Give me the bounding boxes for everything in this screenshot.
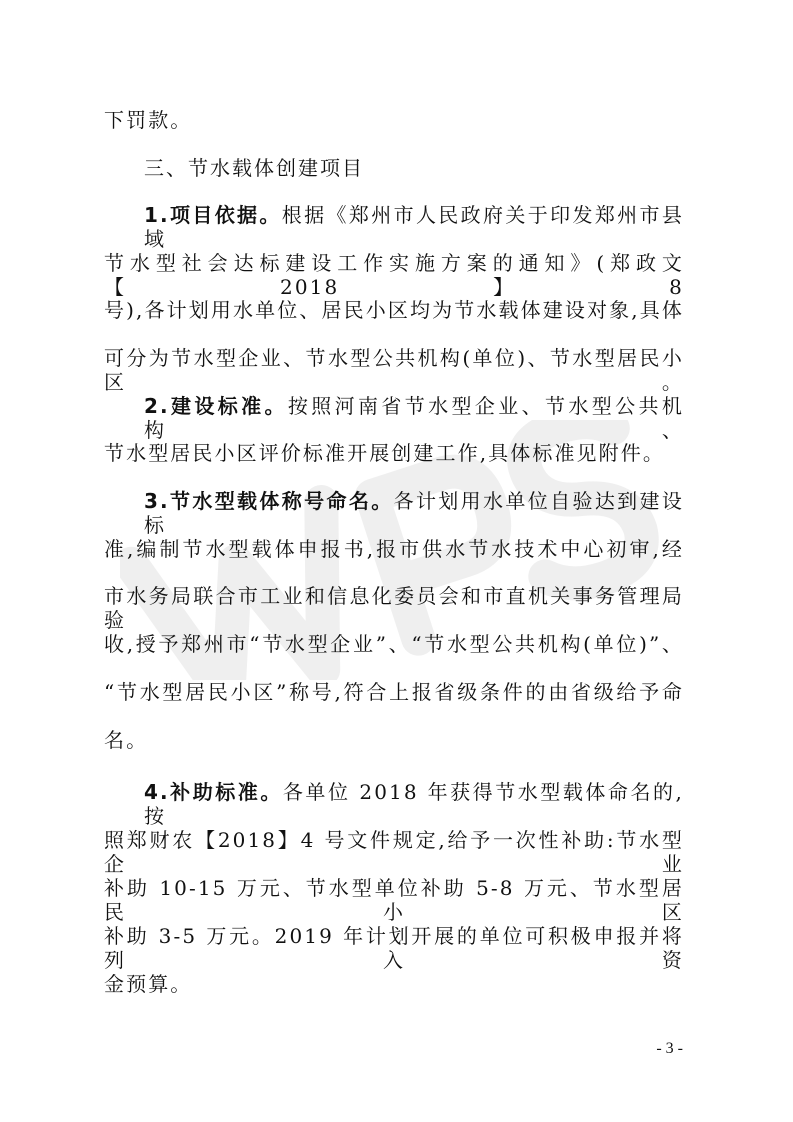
item3-label: 3.节水型载体称号命名。 [144,489,394,513]
item1-first-line [144,203,684,251]
item4-first-line [144,780,684,828]
item2-line-2: 节水型居民小区评价标准开展创建工作,具体标准见附件。 [104,441,665,465]
item4-line-2: 照郑财农【2018】4 号文件规定,给予一次性补助:节水型企业 [104,828,684,876]
item3-line-3: 市水务局联合市工业和信息化委员会和市直机关事务管理局验 [104,584,684,632]
item1-line-3: 号),各计划用水单位、居民小区均为节水载体建设对象,具体 [104,298,684,322]
item3-line-6: 名。 [104,728,149,752]
item4-text: 各单位 2018 年获得节水型载体命名的,按 [144,780,685,828]
item3-line-4: 收,授予郑州市“节水型企业”、“节水型公共机构(单位)”、 [104,632,684,656]
item2-label: 2.建设标准。 [144,394,288,418]
item1-label: 1.项目依据。 [144,203,282,227]
item2-text: 按照河南省节水型企业、节水型公共机构、 [144,394,684,442]
item1-line-4: 可分为节水型企业、节水型公共机构(单位)、节水型居民小区。 [104,346,684,394]
item4-line-4: 补助 3-5 万元。2019 年计划开展的单位可积极申报并将列入资 [104,924,684,972]
page-number: - 3 - [656,1040,683,1057]
paragraph-fragment: 下罚款。 [104,108,193,132]
section-heading: 三、节水载体创建项目 [144,156,364,180]
item1-line-2: 节水型社会达标建设工作实施方案的通知》(郑政文【2018】8 [104,251,684,299]
item1-text: 根据《郑州市人民政府关于印发郑州市县域 [144,203,684,251]
item2-first-line [144,394,684,442]
item4-line-5: 金预算。 [104,972,193,996]
item4-label: 4.补助标准。 [144,780,283,804]
item3-text: 各计划用水单位自验达到建设标 [144,489,684,537]
item3-first-line [144,489,684,537]
item4-line-3: 补助 10-15 万元、节水型单位补助 5-8 万元、节水型居民小区 [104,876,684,924]
item3-line-5: “节水型居民小区”称号,符合上报省级条件的由省级给予命 [104,680,684,704]
item3-line-2: 准,编制节水型载体申报书,报市供水节水技术中心初审,经 [104,537,684,561]
